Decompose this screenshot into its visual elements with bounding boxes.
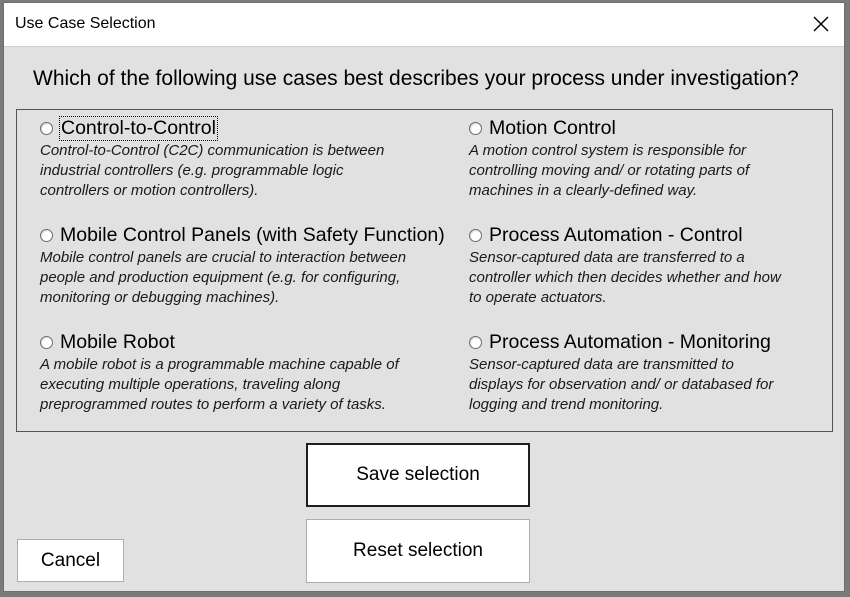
save-selection-button[interactable]: Save selection — [306, 443, 530, 507]
option-description: Mobile control panels are crucial to interaction between people and production equipment (e.g. for configuring, monitoring or debugging machines). — [40, 249, 407, 306]
close-icon — [806, 9, 836, 39]
option-label[interactable]: Process Automation - Control — [489, 223, 743, 246]
reset-selection-button[interactable]: Reset selection — [306, 519, 530, 583]
radio-button[interactable] — [469, 229, 482, 242]
option-mobile-control-panels[interactable] — [40, 223, 460, 308]
radio-button[interactable] — [40, 336, 53, 349]
option-description: A motion control system is responsible for controlling moving and/ or rotating parts of machines in a clearly-defined way. — [469, 142, 750, 199]
option-control-to-control[interactable] — [40, 116, 440, 201]
option-description: Control-to-Control (C2C) communication is between industrial controllers (e.g. programmable logic controllers or motion controllers). — [40, 142, 385, 199]
option-label[interactable]: Mobile Control Panels (with Safety Function) — [60, 223, 445, 246]
option-label[interactable]: Mobile Robot — [60, 330, 175, 353]
question-text: Which of the following use cases best describes your process under investigation? — [33, 67, 799, 90]
option-process-automation-control[interactable] — [469, 223, 829, 308]
radio-button[interactable] — [469, 336, 482, 349]
option-description: Sensor-captured data are transmitted to displays for observation and/ or databased for logging and trend monitoring. — [469, 356, 774, 413]
close-button[interactable] — [806, 9, 836, 39]
use-case-options-frame — [16, 109, 833, 432]
window-title: Use Case Selection — [15, 15, 156, 32]
option-label[interactable]: Process Automation - Monitoring — [489, 330, 771, 353]
use-case-selection-dialog — [3, 2, 845, 592]
radio-button[interactable] — [469, 122, 482, 135]
option-motion-control[interactable] — [469, 116, 850, 201]
radio-button[interactable] — [40, 122, 53, 135]
title-bar — [4, 3, 844, 47]
option-description: Sensor-captured data are transferred to a controller which then decides whether and how to operate actuators. — [469, 249, 781, 306]
option-label[interactable]: Motion Control — [489, 116, 616, 139]
cancel-button[interactable]: Cancel — [17, 539, 124, 582]
option-description: A mobile robot is a programmable machine capable of executing multiple operations, traveling along preprogrammed routes to perform a variety of tasks. — [40, 356, 399, 413]
option-process-automation-monitoring[interactable] — [469, 330, 829, 415]
radio-button[interactable] — [40, 229, 53, 242]
option-mobile-robot[interactable] — [40, 330, 460, 415]
option-label[interactable]: Control-to-Control — [61, 116, 216, 139]
